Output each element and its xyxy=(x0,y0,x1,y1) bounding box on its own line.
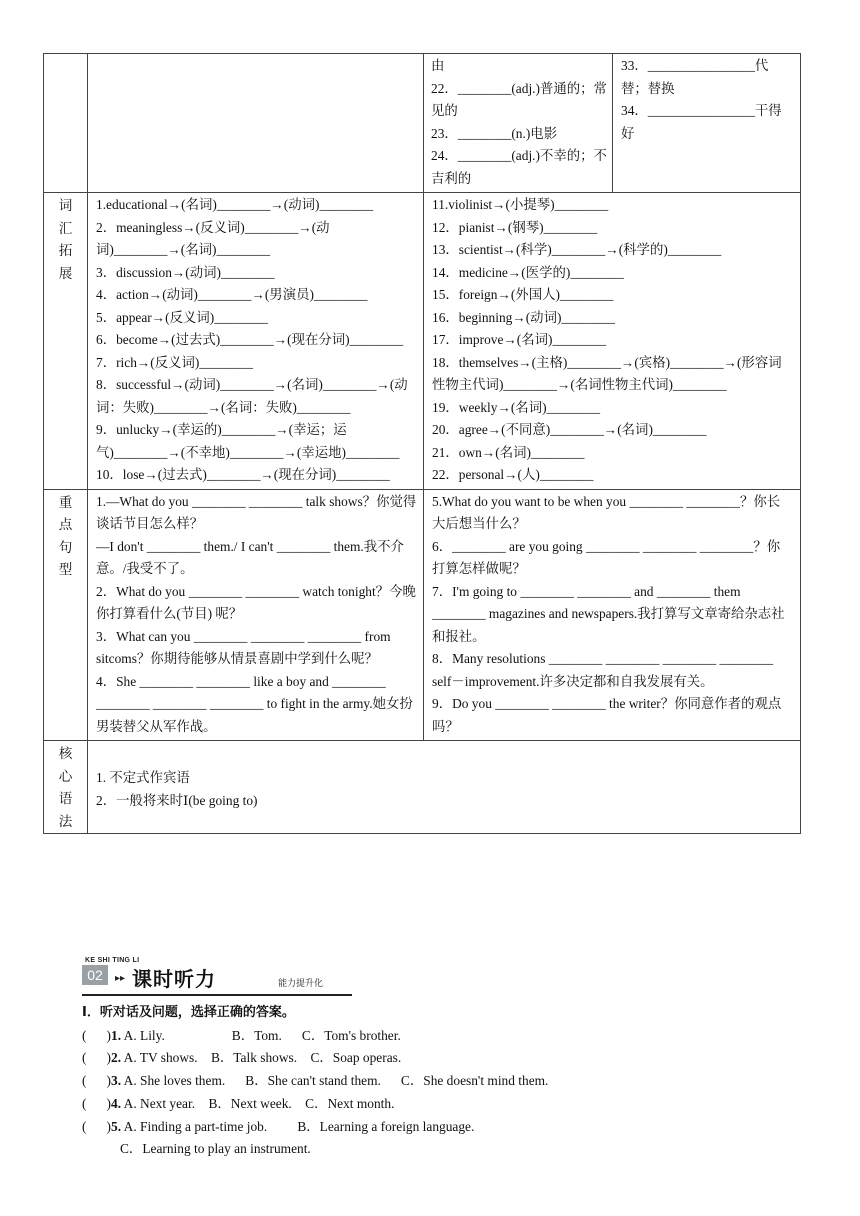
row-label xyxy=(44,741,88,834)
sentence-item: 8．Many resolutions ________ ________ ________ ________ self－improvement.许多决定都和自我发展有关。 xyxy=(432,651,774,689)
vocab-item: 19．weekly→(名词)________ xyxy=(432,399,601,415)
sentence-item: 1.—What do you ________ ________ talk shows？你觉得谈话节目怎么样？ xyxy=(96,493,417,531)
row-label-text: 重点句型 xyxy=(58,494,73,577)
vocab-item: 20．agree→(不同意)________→(名词)________ xyxy=(432,422,707,437)
question-row xyxy=(82,1093,802,1116)
row-label xyxy=(44,489,88,741)
sentences-right xyxy=(424,489,801,741)
vocab-item: 2．meaningless→(反义词)________→(动词)________→(名词)________ xyxy=(96,219,330,257)
sentence-item: —I don't ________ them./ I can't ________ them.我不介意。/我受不了。 xyxy=(96,538,404,576)
grammar-cell xyxy=(88,741,801,834)
question-number: 1. xyxy=(111,1027,122,1043)
answer-paren[interactable]: ( ) xyxy=(82,1027,112,1043)
vocab-item: 12．pianist→(钢琴)________ xyxy=(432,219,598,235)
grammar-item: 2．一般将来时Ⅰ(be going to) xyxy=(96,792,258,808)
vocab-item: 7．rich→(反义词)________ xyxy=(96,354,253,370)
vocab-item: 9．unlucky→(幸运的)________→(幸运；运气)________→(不幸地)________→(幸运地)________ xyxy=(96,422,400,460)
question-options: A. TV shows. B．Talk shows. C．Soap operas. xyxy=(121,1050,402,1066)
grammar-item: 1. 不定式作宾语 xyxy=(96,770,190,785)
answer-paren[interactable]: ( ) xyxy=(82,1050,112,1066)
question-row xyxy=(82,1047,802,1070)
vocab-left xyxy=(88,193,424,490)
vocab-line: 22．________(adj.)普通的；常见的 xyxy=(431,80,607,118)
answer-paren[interactable]: ( ) xyxy=(82,1073,112,1089)
sentence-item: 5.What do you want to be when you ________ ________？你长大后想当什么？ xyxy=(432,493,781,531)
sentence-item: 2．What do you ________ ________ watch tonight？今晚你打算看什么(节目) 呢？ xyxy=(96,583,416,621)
section-header xyxy=(82,957,352,996)
sentence-item: 9．Do you ________ ________ the writer？你同意作者的观点吗？ xyxy=(432,696,782,734)
vocab-item: 16．beginning→(动词)________ xyxy=(432,309,615,325)
row-label xyxy=(44,193,88,490)
question-row xyxy=(82,1070,802,1093)
question-options: A. Lily. B．Tom. C．Tom's brother. xyxy=(121,1027,401,1043)
vocab-item: 14．medicine→(医学的)________ xyxy=(432,264,624,280)
section-number: 02 xyxy=(82,965,108,985)
question-options: A. Next year. B．Next week. C．Next month. xyxy=(121,1095,395,1111)
section-title: 课时听力 xyxy=(132,967,216,991)
question-number: 5. xyxy=(111,1118,122,1134)
vocab-item: 21．own→(名词)________ xyxy=(432,444,585,460)
answer-paren[interactable]: ( ) xyxy=(82,1095,112,1111)
vocab-right xyxy=(424,193,801,490)
row-label-text: 词汇拓展 xyxy=(58,198,73,281)
sentences-left xyxy=(88,489,424,741)
question-row xyxy=(82,1116,802,1139)
question-number: 2. xyxy=(111,1050,122,1066)
sentence-item: 3．What can you ________ ________ ________ from sitcoms？你期待能够从情景喜剧中学到什么呢？ xyxy=(96,628,391,666)
question-number: 4. xyxy=(111,1095,122,1111)
sentences-row xyxy=(44,489,801,741)
vocab-item: 17．improve→(名词)________ xyxy=(432,332,607,347)
question-options: A. Finding a part-time job. B．Learning a foreign language. xyxy=(121,1118,475,1134)
vocab-row xyxy=(44,193,801,490)
sentence-item: 6．________ are you going ________ ________ ________？你打算怎样做呢？ xyxy=(432,538,781,576)
double-arrow-icon: ▸▸ xyxy=(115,973,126,984)
empty-cell xyxy=(88,54,424,193)
vocab-line: 33．________________代替；替换 xyxy=(621,58,769,96)
grammar-row xyxy=(44,741,801,834)
vocab-item: 4．action→(动词)________→(男演员)________ xyxy=(96,287,368,302)
vocab-item: 10．lose→(过去式)________→(现在分词)________ xyxy=(96,467,390,482)
question-number: 3. xyxy=(111,1073,122,1089)
row-label-text: 核心语法 xyxy=(58,746,73,829)
section-pinyin: KE SHI TING LI xyxy=(85,957,140,964)
question-row xyxy=(82,1025,802,1048)
vocab-col3 xyxy=(424,54,613,193)
worksheet-table xyxy=(43,53,801,834)
vocab-item: 18．themselves→(主格)________→(宾格)________→(形容词性物主代词)________→(名词性物主代词)________ xyxy=(432,354,782,392)
vocab-item: 22．personal→(人)________ xyxy=(432,467,594,482)
empty-label-cell xyxy=(44,54,88,193)
vocab-item: 1.educational→(名词)________→(动词)________ xyxy=(96,197,374,212)
listening-exercise xyxy=(82,1002,802,1161)
vocab-item: 3．discussion→(动词)________ xyxy=(96,264,275,280)
vocab-line: 24．________(adj.)不幸的；不吉利的 xyxy=(431,148,607,186)
vocab-line: 由 xyxy=(431,58,445,73)
sentence-item: 4．She ________ ________ like a boy and ________ ________ ________ ________ to fight in the army.她女扮男装替父从军作战。 xyxy=(96,673,413,734)
continuation-row xyxy=(44,54,801,193)
vocab-item: 11.violinist→(小提琴)________ xyxy=(432,197,609,212)
section-rule xyxy=(82,994,352,996)
sentence-item: 7．I'm going to ________ ________ and ________ them ________ magazines and newspapers.我打算写文章寄给杂志社和报社。 xyxy=(432,583,785,644)
vocab-col4 xyxy=(613,54,801,193)
answer-paren[interactable]: ( ) xyxy=(82,1118,112,1134)
vocab-item: 8．successful→(动词)________→(名词)________→(动词：失败)________→(名词：失败)________ xyxy=(96,377,408,415)
vocab-item: 13．scientist→(科学)________→(科学的)________ xyxy=(432,242,722,257)
section-subtitle: 能力提升化 xyxy=(278,979,324,989)
question-option-continued: C．Learning to play an instrument. xyxy=(120,1141,311,1157)
vocab-line: 34．________________干得好 xyxy=(621,103,782,141)
vocab-item: 15．foreign→(外国人)________ xyxy=(432,287,614,302)
exercise-heading: Ⅰ．听对话及问题，选择正确的答案。 xyxy=(82,1005,295,1020)
vocab-item: 6．become→(过去式)________→(现在分词)________ xyxy=(96,332,404,347)
vocab-line: 23．________(n.)电影 xyxy=(431,125,558,141)
vocab-item: 5．appear→(反义词)________ xyxy=(96,309,268,325)
question-options: A. She loves them. B．She can't stand them. C．She doesn't mind them. xyxy=(121,1073,549,1089)
